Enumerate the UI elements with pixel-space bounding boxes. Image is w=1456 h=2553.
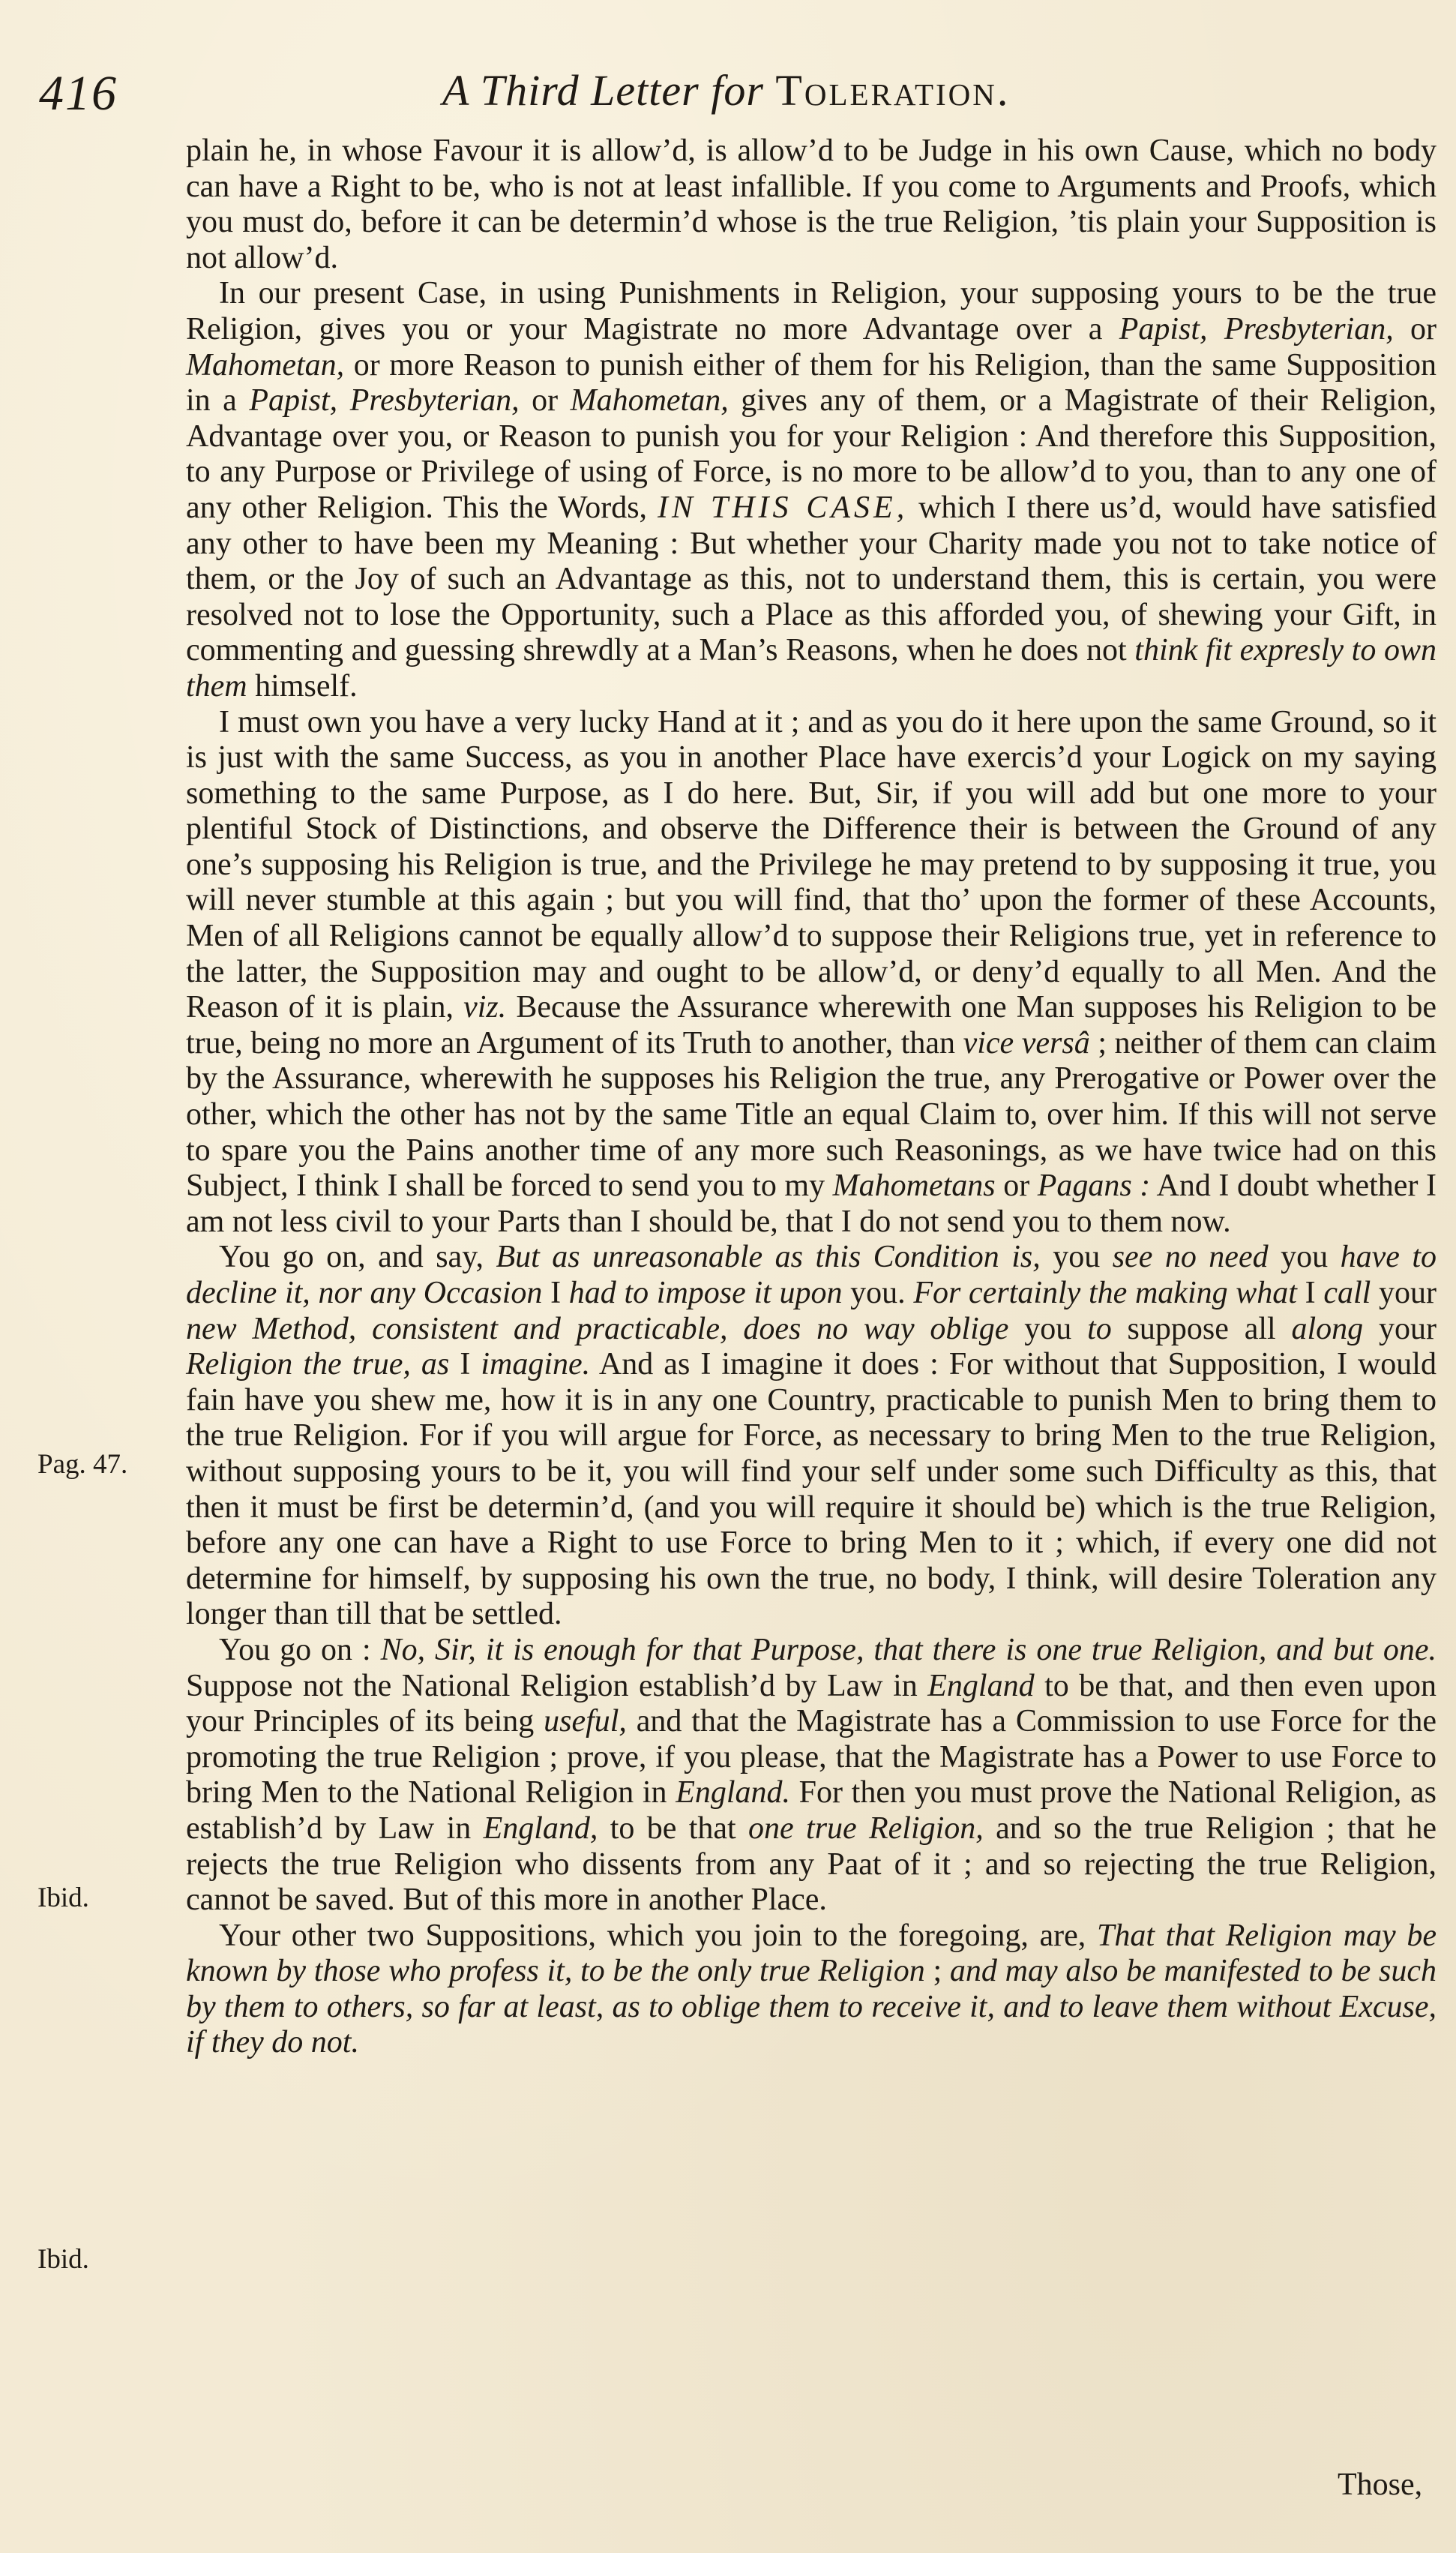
italic-run: call <box>1323 1276 1371 1310</box>
margin-note-pag-47: Pag. 47. <box>37 1449 128 1480</box>
italic-run: to <box>1087 1311 1112 1346</box>
paragraph-1 <box>186 134 1437 276</box>
italic-run: Mahometan, <box>186 347 345 382</box>
italic-run: viz. <box>463 990 507 1025</box>
italic-run: imagine. <box>481 1347 591 1382</box>
text-run: and so the true Religion ; that he rejects the true Religion who dissents from any Paat of it ; and so rejecting the true Religion, cannot be saved. But of this more in another Place. <box>186 1810 1437 1918</box>
running-head <box>442 66 1011 115</box>
italic-run: England <box>927 1668 1035 1703</box>
text-run: himself. <box>247 668 358 704</box>
italic-run: think fit expresly to own them <box>186 633 1437 704</box>
italic-run: useful, <box>544 1704 627 1739</box>
italic-run: one true Religion, <box>748 1810 984 1846</box>
text-run: or <box>995 1168 1038 1204</box>
italic-run: For certainly the making what <box>913 1276 1297 1310</box>
paragraph-3 <box>186 705 1437 1240</box>
text-run: I <box>1296 1276 1324 1310</box>
text-run: or more Reason to punish either of them for his Religion, than the same Supposition in a <box>186 347 1437 418</box>
italic-run: England, <box>483 1810 598 1846</box>
catchword: Those, <box>1338 2468 1423 2502</box>
italic-run: Mahometan, <box>570 383 729 418</box>
text-run: which I there us’d, would have satisfied any other to have been my Meaning : But whether your Charity made you not to take notice of them, or the Joy of such an Advantage as this, not to understand them, this is certain, you were resolved not to lose the Opportunity, such a Place as this afforded you, of shewing your Gift, in commenting and guessing shrewdly at a Man’s Reasons, when he does not <box>186 490 1437 668</box>
text-run: For then you must prove the National Religion, as establish’d by Law in <box>186 1775 1437 1846</box>
italic-run: But as unreasonable as this Condition is, <box>496 1240 1041 1275</box>
paragraph-4 <box>186 1240 1437 1633</box>
text-run: and that the Magistrate has a Commission to use Force for the promoting the true Religion ; prove, if you please, that the Magistrate has a Power to use Force to bring Men to the National Religion in <box>186 1704 1437 1810</box>
margin-note-ibid-1: Ibid. <box>37 1882 89 1913</box>
text-run: And as I imagine it does : For without that Supposition, I would fain have you shew me, how it is in any one Country, practicable to punish Men to bring them to the true Religion. For if you will argue for Force, as necessary to bring Men to the true Religion, without supposing yours to be it, you will find your self under some such Difficulty as this, that then it must be first be determin’d, (and you will require it should be) which is the true Religion, before any one can have a Right to use Force to bring Men to it ; which, if every one did not determine for himself, by supposing his own the true, no body, I think, will desire Toleration any longer than till that be settled. <box>186 1347 1437 1632</box>
running-head-title: A Third Letter for <box>442 66 764 115</box>
italic-run: Papist, Presbyterian, <box>1119 311 1394 346</box>
text-run: Because the Assurance wherewith one Man supposes his Religion to be true, being no more an Argument of its Truth to another, than <box>186 990 1437 1060</box>
text-run: gives any of them, or a Magistrate of their Religion, Advantage over you, or Reason to punish you for your Religion : And therefore this Supposition, to any Purpose or Privilege of using of Force, is no more to be allow’d to you, than to any one of any other Religion. This the Words, <box>186 383 1437 525</box>
emphasis-run: IN THIS CASE, <box>657 490 909 525</box>
italic-run: new Method, consistent and practicable, does no way oblige <box>186 1311 1009 1346</box>
italic-run: had to impose it upon <box>568 1276 843 1310</box>
text-run: your <box>1363 1311 1437 1346</box>
text-run: Suppose not the National Religion establish’d by Law in <box>186 1668 928 1703</box>
margin-note-ibid-2: Ibid. <box>37 2244 89 2275</box>
italic-run: Mahometans <box>832 1168 996 1204</box>
text-run: you <box>1008 1311 1088 1346</box>
italic-run: have to decline it, nor any Occasion <box>186 1240 1437 1310</box>
text-run: I <box>542 1276 569 1310</box>
text-run: you <box>1268 1240 1341 1275</box>
running-head-caps: Toleration. <box>775 66 1011 115</box>
italic-run: vice versâ <box>963 1025 1090 1060</box>
body-text <box>186 134 1437 2061</box>
text-run: I <box>449 1347 481 1382</box>
text-run: You go on, and say, <box>219 1240 496 1275</box>
italic-run: along <box>1291 1311 1364 1346</box>
text-run: or <box>519 383 571 418</box>
text-run: I must own you have a very lucky Hand at it ; and as you do it here upon the same Ground, so it is just with the same Success, as you in another Place have exercis’d your Logick on my saying something to the same Purpose, as I do here. But, Sir, if you will add but one more to your plentiful Stock of Distinctions, and observe the Difference their is between the Ground of any one’s supposing his Religion is true, and the Privilege he may pretend to by supposing it true, you will never stumble at this again ; but you will find, that tho’ upon the former of these Accounts, Men of all Religions cannot be equally allow’d to suppose their Religions true, yet in reference to the latter, the Supposition may and ought to be allow’d, or deny’d equally to all Men. And the Reason of it is plain, <box>186 704 1437 1025</box>
paragraph-5 <box>186 1633 1437 1918</box>
text-run: to be that, and then even upon your Principles of its being <box>186 1668 1437 1739</box>
text-run: In our present Case, in using Punishments in Religion, your supposing yours to be the true Religion, gives you or your Magistrate no more Advantage over a <box>186 276 1437 346</box>
italic-run: see no need <box>1112 1240 1269 1275</box>
text-run: your <box>1371 1276 1437 1310</box>
page-number: 416 <box>39 66 118 121</box>
text-run: or <box>1393 311 1437 346</box>
text-run: plain he, in whose Favour it is allow’d, is allow’d to be Judge in his own Cause, which no body can have a Right to be, who is not at least infallible. If you come to Arguments and Proofs, which you must do, before it can be determin’d whose is the true Religion, ’tis plain your Supposition is not allow’d. <box>186 134 1437 275</box>
italic-run: No, Sir, it is enough for that Purpose, that there is one true Religion, and but one. <box>380 1632 1437 1667</box>
italic-run: Pagans : <box>1037 1168 1151 1204</box>
paragraph-2 <box>186 276 1437 704</box>
text-run: you <box>1040 1240 1113 1275</box>
text-run: ; <box>924 1954 950 1989</box>
italic-run: Religion the true, as <box>186 1347 450 1382</box>
italic-run: Papist, Presbyterian, <box>249 383 520 418</box>
italic-run: England. <box>676 1775 791 1810</box>
italic-run: and may also be manifested to be such by them to others, so far at least, as to oblige them to receive it, and to leave them without Excuse, if they do not. <box>186 1954 1437 2060</box>
text-run: And I doubt whether I am not less civil to your Parts than I should be, that I do not send you to them now. <box>186 1168 1437 1239</box>
text-run: suppose all <box>1111 1311 1292 1346</box>
paragraph-6 <box>186 1918 1437 2061</box>
text-run: You go on : <box>219 1632 381 1667</box>
text-run: to be that <box>598 1810 749 1846</box>
italic-run: That that Religion may be known by those who profess it, to be the only true Religion <box>186 1918 1437 1989</box>
text-run: you. <box>842 1276 914 1310</box>
text-run: ; neither of them can claim by the Assurance, wherewith he supposes his Religion the true, any Prerogative or Power over the other, which the other has not by the same Title an equal Claim to, over him. If this will not serve to spare you the Pains another time of any more such Reasonings, as we have twice had on this Subject, I think I shall be forced to send you to my <box>186 1025 1437 1204</box>
text-run: Your other two Suppositions, which you join to the foregoing, are, <box>219 1918 1097 1953</box>
